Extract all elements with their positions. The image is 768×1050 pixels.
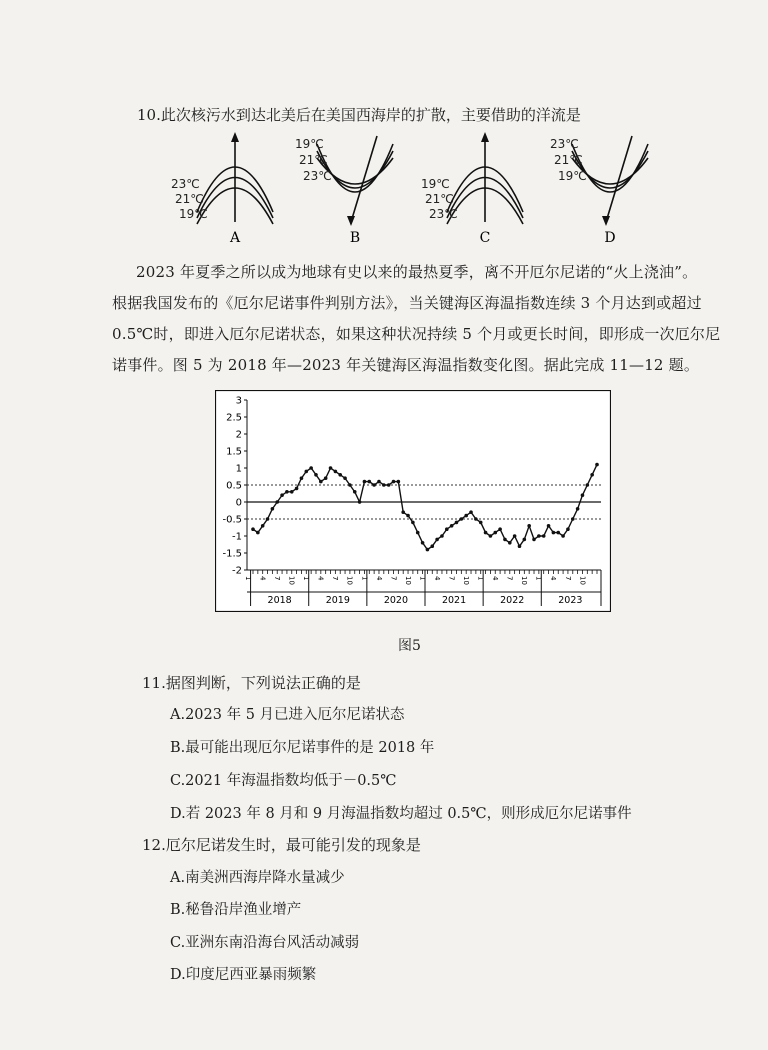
diagram-a — [171, 132, 273, 246]
y-tick-label: -1 — [232, 531, 242, 543]
month-tick-label: 10 — [578, 576, 587, 585]
data-point — [450, 524, 454, 528]
year-label: 2020 — [383, 595, 409, 606]
y-tick-label: 1 — [235, 463, 242, 475]
q10-stem: 10.此次核污水到达北美后在美国西海岸的扩散，主要借助的洋流是 — [137, 106, 581, 124]
data-point — [590, 473, 594, 477]
diagram-c — [421, 132, 523, 246]
data-point — [576, 507, 580, 511]
data-point — [513, 534, 517, 538]
y-tick-label: -2 — [232, 565, 242, 577]
passage-line-3: 0.5℃时，即进入厄尔尼诺状态，如果这种状况持续 5 个月或更长时间，即形成一次厄尔尼 — [112, 325, 721, 343]
data-point — [426, 548, 430, 552]
diagram-letter: A — [229, 230, 241, 246]
month-tick-label: 7 — [563, 576, 572, 581]
q12-option-a: A.南美洲西海岸降水量减少 — [170, 870, 345, 886]
data-point — [266, 517, 270, 521]
data-point — [358, 500, 362, 504]
isotherm-label: 23℃ — [550, 137, 579, 151]
data-point — [275, 500, 279, 504]
data-point — [542, 534, 546, 538]
data-point — [479, 521, 483, 525]
y-tick-label: -0.5 — [222, 514, 242, 526]
data-point — [527, 524, 531, 528]
data-point — [455, 521, 459, 525]
data-point — [460, 517, 464, 521]
month-tick-label: 1 — [476, 576, 485, 581]
arrow-head-icon — [602, 216, 610, 226]
year-label: 2023 — [558, 595, 583, 606]
passage-line-2: 根据我国发布的《厄尔尼诺事件判别方法》，当关键海区海温指数连续 3 个月达到或超过 — [112, 294, 702, 312]
month-tick-label: 10 — [462, 576, 471, 585]
data-point — [518, 544, 522, 548]
data-point — [552, 531, 556, 535]
data-point — [256, 531, 260, 535]
data-point — [489, 534, 493, 538]
diagram-d — [550, 136, 648, 246]
month-tick-label: 1 — [418, 576, 427, 581]
y-tick-label: 1.5 — [226, 446, 242, 458]
data-point — [435, 538, 439, 542]
month-tick-label: 10 — [345, 576, 354, 585]
data-point — [561, 534, 565, 538]
data-point — [484, 531, 488, 535]
data-point — [421, 541, 425, 545]
isotherm-label: 23℃ — [429, 207, 458, 221]
data-point — [508, 541, 512, 545]
y-tick-label: 0.5 — [226, 480, 242, 492]
q11-option-b: B.最可能出现厄尔尼诺事件的是 2018 年 — [170, 740, 435, 756]
data-point — [295, 487, 299, 491]
data-point — [537, 534, 541, 538]
isotherm-line — [572, 144, 648, 192]
data-point — [523, 538, 527, 542]
data-point — [469, 510, 473, 514]
q11-option-c: C.2021 年海温指数均低于－0.5℃ — [170, 773, 397, 789]
data-point — [392, 480, 396, 484]
isotherm-label: 19℃ — [295, 137, 324, 151]
data-point — [387, 483, 391, 487]
isotherm-label: 21℃ — [175, 192, 204, 206]
q11-stem: 11.据图判断，下列说法正确的是 — [142, 674, 361, 692]
year-label: 2021 — [441, 595, 467, 606]
isotherm-line — [317, 144, 393, 192]
data-point — [411, 521, 415, 525]
data-point — [566, 527, 570, 531]
data-point — [271, 507, 275, 511]
data-point — [304, 470, 308, 474]
data-point — [348, 483, 352, 487]
diagram-letter: C — [479, 230, 491, 246]
data-point — [343, 476, 347, 480]
month-tick-label: 10 — [520, 576, 529, 585]
month-tick-label: 1 — [360, 576, 369, 581]
data-point — [377, 480, 381, 484]
passage-line-1: 2023 年夏季之所以成为地球有史以来的最热夏季，离不开厄尔尼诺的“火上浇油”。 — [136, 263, 698, 281]
year-label: 2019 — [325, 595, 350, 606]
month-tick-label: 7 — [447, 576, 456, 581]
data-point — [363, 480, 367, 484]
data-point — [445, 527, 449, 531]
data-point — [372, 483, 376, 487]
data-point — [556, 531, 560, 535]
isotherm-label: 19℃ — [558, 169, 587, 183]
data-point — [493, 531, 497, 535]
data-point — [285, 490, 289, 494]
data-point — [290, 490, 294, 494]
month-tick-label: 10 — [403, 576, 412, 585]
data-point — [532, 538, 536, 542]
data-point — [367, 480, 371, 484]
q12-stem: 12.厄尔尼诺发生时，最可能引发的现象是 — [142, 836, 421, 854]
arrow-head-icon — [347, 216, 355, 226]
month-tick-label: 1 — [302, 576, 311, 581]
q11-option-a: A.2023 年 5 月已进入厄尔尼诺状态 — [170, 707, 405, 723]
data-point — [595, 463, 599, 467]
arrow-head-icon — [481, 132, 489, 142]
data-point — [319, 480, 323, 484]
data-point — [464, 514, 468, 518]
month-tick-label: 4 — [374, 576, 383, 581]
chart-svg — [215, 390, 611, 612]
isotherm-label: 19℃ — [421, 177, 450, 191]
isotherm-label: 21℃ — [425, 192, 454, 206]
year-label: 2022 — [500, 595, 525, 606]
isotherm-label: 23℃ — [171, 177, 200, 191]
data-point — [430, 544, 434, 548]
passage-line-4: 诺事件。图 5 为 2018 年—2023 年关键海区海温指数变化图。据此完成 11—12 题。 — [112, 356, 700, 374]
data-point — [314, 473, 318, 477]
diagram-letter: B — [349, 230, 361, 246]
month-tick-label: 7 — [389, 576, 398, 581]
month-tick-label: 4 — [491, 576, 500, 581]
data-point — [581, 493, 585, 497]
data-point — [547, 524, 551, 528]
isotherm-label: 23℃ — [303, 169, 332, 183]
y-tick-label: 2 — [235, 429, 242, 441]
data-point — [397, 480, 401, 484]
isotherm-label: 19℃ — [179, 207, 208, 221]
month-tick-label: 4 — [316, 576, 325, 581]
data-point — [329, 466, 333, 470]
y-tick-label: 0 — [235, 497, 242, 509]
q11-option-d: D.若 2023 年 8 月和 9 月海温指数均超过 0.5℃，则形成厄尔尼诺事件 — [170, 806, 632, 822]
month-tick-label: 10 — [287, 576, 296, 585]
y-tick-label: -1.5 — [222, 548, 242, 560]
figure-caption: 图5 — [398, 638, 421, 654]
isotherm-label: 21℃ — [554, 153, 583, 167]
month-tick-label: 1 — [534, 576, 543, 581]
month-tick-label: 7 — [331, 576, 340, 581]
data-point — [474, 517, 478, 521]
data-point — [353, 490, 357, 494]
isotherm-label: 21℃ — [299, 153, 328, 167]
diagram-letter: D — [604, 230, 616, 246]
month-tick-label: 1 — [244, 576, 252, 581]
data-point — [571, 517, 575, 521]
y-tick-label: 3 — [235, 395, 242, 407]
data-point — [382, 483, 386, 487]
q12-option-b: B.秘鲁沿岸渔业增产 — [170, 902, 302, 918]
data-point — [503, 538, 507, 542]
y-tick-label: 2.5 — [226, 412, 242, 424]
data-point — [338, 473, 342, 477]
data-point — [416, 531, 420, 535]
month-tick-label: 4 — [549, 576, 558, 581]
q12-option-c: C.亚洲东南沿海台风活动减弱 — [170, 935, 360, 951]
data-point — [309, 466, 313, 470]
data-point — [251, 527, 255, 531]
data-point — [280, 493, 284, 497]
diagram-b — [295, 136, 393, 246]
data-point — [300, 476, 304, 480]
isotherm-diagrams — [150, 130, 650, 250]
data-point — [334, 470, 338, 474]
data-point — [324, 476, 328, 480]
data-point — [440, 534, 444, 538]
q12-option-d: D.印度尼西亚暴雨频繁 — [170, 967, 317, 983]
data-point — [586, 483, 590, 487]
sst-index-chart — [215, 390, 611, 612]
month-tick-label: 7 — [273, 576, 282, 581]
arrow-head-icon — [231, 132, 239, 142]
data-point — [406, 514, 410, 518]
month-tick-label: 7 — [505, 576, 514, 581]
data-point — [498, 527, 502, 531]
month-tick-label: 4 — [258, 576, 267, 581]
data-point — [401, 510, 405, 514]
month-tick-label: 4 — [432, 576, 441, 581]
year-label: 2018 — [267, 595, 292, 606]
data-point — [261, 524, 265, 528]
